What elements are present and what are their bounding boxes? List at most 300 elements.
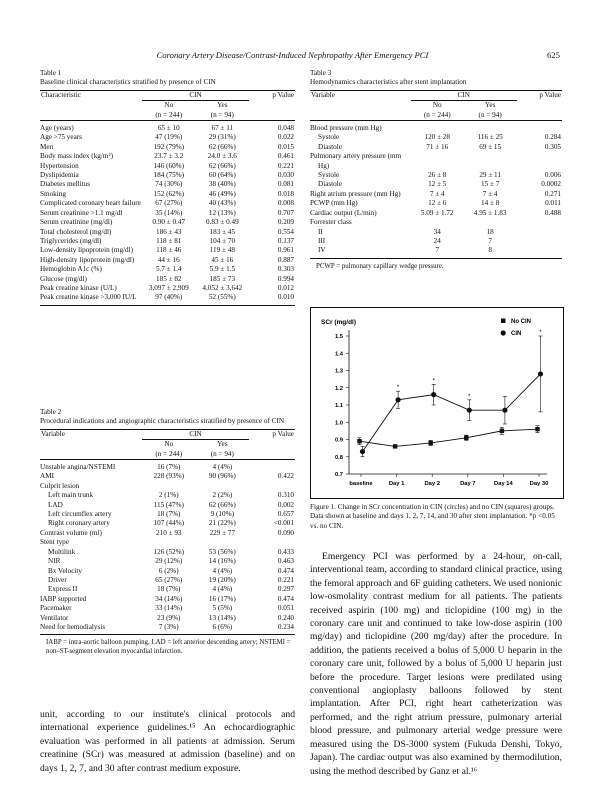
value-no: 192 (79%) (153, 142, 185, 151)
value-yes: 46 (49%) (208, 189, 236, 198)
row-label: Systole (318, 171, 340, 180)
value-no: 16 (7%) (157, 463, 181, 472)
t3-no: No (432, 101, 442, 110)
row-label: Express II (48, 585, 78, 594)
t1-yes: Yes (217, 101, 228, 110)
table-row (40, 284, 295, 293)
y-tick-label: 1.3 (334, 368, 343, 375)
t2-col-variable: Variable (41, 429, 65, 438)
table-row (40, 529, 295, 538)
x-tick-label: Day 1 (388, 481, 405, 487)
table-row (310, 246, 562, 255)
table-row (40, 472, 295, 481)
row-label: Triglycerides (mg/dl) (40, 236, 102, 245)
value-yes: 4.95 ± 1.83 (473, 208, 507, 217)
p-value: 0.707 (277, 208, 294, 217)
row-label: Peak creatine kinase >3,000 IU/L (40, 293, 137, 302)
p-value: 0.994 (277, 274, 294, 283)
table-row (310, 124, 562, 133)
point-square (393, 444, 397, 448)
value-no: 35 (14%) (155, 208, 183, 217)
p-value: 0.271 (544, 189, 561, 198)
row-label: Serum creatinine (mg/dl) (40, 218, 113, 227)
y-tick-label: 0.7 (334, 472, 343, 479)
p-value: 0.240 (277, 613, 294, 622)
left-body-text (40, 708, 295, 775)
t2-no: No (164, 440, 174, 449)
p-value: 0.137 (277, 236, 294, 245)
row-label: PCWP (mm Hg) (310, 199, 358, 208)
t2-yes: Yes (217, 440, 228, 449)
value-no: 24 (433, 236, 441, 245)
p-value: 0.488 (544, 208, 561, 217)
right-body-text (310, 550, 562, 778)
value-no: 33 (14%) (155, 604, 183, 613)
table-row (40, 293, 295, 302)
value-yes: 16 (17%) (208, 594, 236, 603)
value-no: 184 (75%) (153, 171, 185, 180)
p-value: 0.234 (277, 622, 294, 631)
row-label: NIR (48, 557, 61, 566)
table-row (40, 482, 295, 491)
table-row (40, 124, 295, 133)
p-value: 0.0002 (541, 180, 561, 189)
row-label: II (318, 227, 323, 236)
point-circle (502, 408, 507, 413)
p-value: 0.554 (277, 227, 294, 236)
p-value: 0.474 (277, 566, 294, 575)
value-yes: 67 ± 11 (211, 124, 234, 133)
t3-col-p: p Value (539, 90, 561, 99)
point-square (535, 427, 539, 431)
value-yes: 15 ± 7 (480, 180, 500, 189)
point-circle (431, 392, 436, 397)
value-no: 65 ± 10 (157, 124, 180, 133)
p-value (517, 228, 562, 237)
table-3-footnote: PCWP = pulmonary capillary wedge pressure. (316, 262, 444, 270)
p-value: <0.001 (273, 519, 294, 528)
row-label: Diastole (318, 142, 342, 151)
x-tick-label: baseline (349, 481, 373, 487)
y-tick-label: 1.4 (334, 351, 343, 358)
row-label: Smoking (40, 189, 66, 198)
p-value (249, 463, 295, 472)
significance-marker: * (432, 378, 435, 385)
value-yes: 0.83 ± 0.49 (205, 218, 239, 227)
row-label: Hypertension (40, 161, 79, 170)
value-yes: 90 (96%) (208, 472, 236, 481)
table-1-grid (40, 90, 295, 303)
value-no: 65 (27%) (155, 575, 183, 584)
p-value: 0.011 (545, 199, 561, 208)
value-yes: 29 (31%) (208, 133, 236, 142)
value-no: 34 (14%) (155, 594, 183, 603)
value-no: 74 (30%) (155, 180, 183, 189)
table-row (40, 538, 295, 547)
value-yes (464, 218, 517, 227)
point-circle (396, 397, 401, 402)
t3-col-variable: Variable (311, 90, 335, 99)
row-label: Diabetes mellitus (40, 180, 91, 189)
value-no: 115 (47%) (153, 500, 184, 509)
legend-label-cin: CIN (511, 331, 522, 337)
table-row (40, 171, 295, 180)
row-label: Forrester class (310, 218, 352, 227)
value-yes: 53 (56%) (208, 547, 236, 556)
value-yes: 5.9 ± 1.5 (209, 265, 236, 274)
value-no: 5.7 ± 1.4 (156, 265, 182, 274)
row-label: High-density lipoprotein (mg/dl) (40, 255, 135, 264)
figure-1-caption: Figure 1. Change in SCr concentration in CIN (circles) and no CIN (squares) groups. Data shown at baseline and days 1, 2, 7, 14, and 30 after stent implantation. *p <0.05 vs. no CIN. (310, 503, 555, 530)
value-yes: 5 (5%) (212, 604, 233, 613)
y-tick-label: 0.9 (334, 437, 343, 444)
p-value: 0.048 (277, 124, 294, 133)
value-yes: 119 ± 48 (209, 246, 235, 255)
value-no: 118 ± 81 (156, 236, 182, 245)
point-circle (538, 371, 543, 376)
row-label: Need for hemodialysis (40, 622, 106, 631)
value-yes: 18 (486, 227, 494, 236)
row-label: Hemoglobin A1c (%) (40, 265, 102, 274)
table-row (40, 491, 295, 500)
p-value: 0.012 (277, 283, 294, 292)
value-yes: 45 ± 16 (211, 255, 234, 264)
value-no (142, 482, 196, 491)
table-row (40, 246, 295, 255)
table-row (40, 265, 295, 274)
p-value: 0.463 (277, 557, 294, 566)
value-yes: 9 (10%) (210, 510, 234, 519)
p-value (517, 152, 562, 171)
p-value: 0.008 (277, 199, 294, 208)
table-row (310, 143, 562, 152)
value-no: 7 (435, 246, 440, 255)
value-no: 185 ± 82 (156, 274, 182, 283)
value-no: 126 (52%) (153, 547, 185, 556)
t1-no: No (164, 101, 174, 110)
p-value: 0.081 (277, 180, 294, 189)
table-2-caption: Procedural indications and angiographic characteristics stratified by presence of CIN (40, 417, 285, 426)
row-label: Pulmonary artery pressure (mm Hg) (310, 152, 402, 170)
p-value: 0.461 (277, 152, 294, 161)
table-row (310, 152, 562, 171)
value-no: 44 ± 16 (157, 255, 180, 264)
p-value: 0.310 (277, 491, 294, 500)
value-no (142, 538, 196, 547)
value-yes: 52 (55%) (208, 293, 236, 302)
y-tick-label: 1.2 (334, 385, 343, 392)
row-label: Age >75 years (40, 133, 82, 142)
value-no: 23 (9%) (157, 613, 181, 622)
value-yes: 4 (4%) (212, 585, 233, 594)
table-row (40, 143, 295, 152)
row-label: Age (years) (40, 124, 74, 133)
left-paragraph: unit, according to our institute's clinical protocols and international experience guidelines.¹⁵ An echocardiographic evaluation was performed in all patients at admission. Serum creatinine (SCr) was measured at admission (baseline) and on days 1, 2, 7, and 30 after contrast medium exposure. (40, 709, 295, 774)
significance-marker: * (539, 330, 542, 336)
table-row (40, 501, 295, 510)
table-row (40, 209, 295, 218)
row-label: Cardiac output (L/min) (310, 208, 377, 217)
row-label: Right atrium pressure (mm Hg) (310, 189, 401, 198)
table-row (40, 595, 295, 604)
value-yes: 62 (66%) (208, 142, 236, 151)
table-1-caption: Baseline clinical characteristics stratified by presence of CIN (40, 78, 216, 87)
table-2-grid (40, 429, 295, 633)
value-no: 6 (2%) (158, 566, 179, 575)
t1-col-cin: CIN (189, 90, 202, 99)
p-value: 0.051 (277, 604, 294, 613)
row-label: Diastole (318, 180, 342, 189)
p-value: 0.010 (277, 293, 294, 302)
row-label: Men (40, 142, 54, 151)
value-no: 5.09 ± 1.72 (420, 208, 454, 217)
value-no: 47 (19%) (155, 133, 183, 142)
value-yes: 13 (14%) (208, 613, 236, 622)
y-axis-label: SCr (mg/dl) (321, 319, 357, 326)
table-row (40, 519, 295, 528)
value-no: 71 ± 16 (426, 142, 449, 151)
point-circle (360, 449, 365, 454)
value-no: 18 (7%) (157, 510, 181, 519)
value-yes: 6 (6%) (212, 622, 233, 631)
value-yes (464, 152, 517, 171)
x-tick-label: Day 2 (424, 481, 440, 487)
point-square (429, 441, 433, 445)
value-yes (196, 538, 250, 547)
value-no: 12 ± 6 (428, 199, 447, 208)
t2-col-cin: CIN (189, 429, 202, 438)
t3-yes: Yes (484, 101, 496, 110)
table-row (310, 209, 562, 218)
value-yes: 183 ± 45 (209, 227, 236, 236)
scr-line-chart (311, 308, 563, 498)
value-yes: 60 (64%) (208, 171, 236, 180)
t1-n-yes: (n = 94) (210, 110, 234, 119)
table-2-label: Table 2 (40, 408, 62, 416)
value-no: 228 (93%) (153, 472, 185, 481)
x-tick-label: Day 7 (460, 481, 476, 487)
row-label: AMI (40, 472, 54, 481)
p-value: 0.433 (277, 547, 294, 556)
p-value: 0.018 (277, 189, 294, 198)
row-label: Pacemaker (40, 604, 72, 613)
row-label: Complicated coronary heart failure (40, 199, 141, 208)
p-value (517, 124, 562, 133)
legend-circle-marker (501, 330, 506, 335)
value-no: 7 (3%) (158, 622, 179, 631)
p-value: 0.303 (277, 265, 294, 274)
value-yes: 7 ± 4 (482, 189, 498, 198)
series-line-square (360, 429, 538, 446)
value-yes: 4,052 ± 3,642 (202, 283, 243, 292)
t2-n-no: (n = 244) (155, 449, 183, 458)
value-yes: 4 (4%) (212, 463, 233, 472)
value-no: 146 (60%) (153, 161, 185, 170)
row-label: Total cholesterol (mg/dl) (40, 227, 112, 236)
significance-marker: * (396, 385, 400, 392)
row-label: Left main trunk (48, 491, 94, 500)
p-value: 0.657 (277, 510, 294, 519)
p-value: 0.297 (277, 585, 294, 594)
p-value: 0.006 (544, 171, 561, 180)
value-no: 67 (27%) (155, 199, 183, 208)
table-row (310, 228, 562, 237)
value-yes: 185 ± 73 (209, 274, 236, 283)
value-no: 12 ± 5 (428, 180, 447, 189)
table-1-label: Table 1 (40, 69, 62, 77)
table-row (40, 623, 295, 632)
value-yes: 38 (40%) (208, 180, 236, 189)
p-value: 0.961 (277, 246, 294, 255)
value-no (411, 218, 464, 227)
value-no: 7 ± 4 (429, 189, 445, 198)
value-no: 26 ± 8 (428, 171, 447, 180)
row-label: Stent type (40, 538, 69, 547)
legend-label-no-cin: No CIN (511, 319, 531, 325)
value-yes: 69 ± 15 (479, 142, 502, 151)
table-row (40, 576, 295, 585)
t3-n-no: (n = 244) (423, 110, 451, 119)
value-no: 18 (7%) (157, 585, 181, 594)
value-yes: 62 (66%) (208, 161, 236, 170)
t1-n-no: (n = 244) (155, 110, 183, 119)
p-value: 0.422 (277, 472, 294, 481)
table-row (40, 256, 295, 265)
value-yes: 24.0 ± 3.6 (207, 152, 237, 161)
row-label: Culprit lesion (40, 481, 80, 490)
table-row (40, 557, 295, 566)
row-label: III (318, 236, 326, 245)
value-no: 152 (62%) (153, 189, 185, 198)
value-yes: 116 ± 25 (477, 133, 503, 142)
table-3-grid (310, 90, 562, 256)
value-no (411, 152, 464, 171)
row-label: IV (318, 246, 326, 255)
y-tick-label: 1.1 (334, 403, 343, 410)
value-yes (464, 124, 517, 133)
value-no: 2 (1%) (158, 491, 179, 500)
value-no: 0.90 ± 0.47 (152, 218, 186, 227)
row-label: Unstable angina/NSTEMI (40, 463, 116, 472)
row-label: Systole (318, 133, 340, 142)
table-row (40, 152, 295, 161)
p-value: 0.022 (277, 133, 294, 142)
t1-col-characteristic: Characteristic (41, 90, 81, 99)
table-2 (40, 408, 295, 656)
table-1 (40, 69, 295, 306)
point-square (500, 429, 504, 433)
value-yes: 40 (43%) (208, 199, 236, 208)
value-yes: 19 (20%) (208, 575, 236, 584)
value-yes: 62 (66%) (208, 500, 236, 509)
table-row (40, 199, 295, 208)
row-label: Peak creatine kinase (U/L) (40, 283, 117, 292)
value-no: 97 (40%) (155, 293, 183, 302)
figure-1 (310, 307, 564, 499)
table-row (40, 463, 295, 472)
row-label: Driver (48, 575, 67, 584)
value-yes: 229 ± 77 (209, 528, 236, 537)
p-value (517, 246, 562, 255)
table-row (40, 510, 295, 519)
table-row (40, 604, 295, 613)
value-no (411, 124, 464, 133)
table-row (40, 614, 295, 623)
row-label: Glucose (mg/dl) (40, 274, 87, 283)
p-value (517, 218, 562, 227)
value-yes: 12 (13%) (208, 208, 236, 217)
significance-marker: * (468, 393, 471, 400)
t3-n-yes: (n = 94) (478, 110, 502, 119)
row-label: Contrast volume (ml) (40, 528, 102, 537)
row-label: Dyslipidemia (40, 171, 79, 180)
table-row (40, 585, 295, 594)
p-value (249, 538, 295, 547)
t2-n-yes: (n = 94) (210, 449, 234, 458)
table-row (40, 548, 295, 557)
table-row (310, 199, 562, 208)
value-no: 210 ± 93 (156, 528, 182, 537)
table-row (310, 190, 562, 199)
row-label: LAD (48, 500, 63, 509)
table-3 (310, 69, 562, 271)
p-value: 0.090 (277, 528, 294, 537)
p-value: 0.474 (277, 594, 294, 603)
row-label: IABP supported (40, 594, 87, 603)
table-row (40, 133, 295, 142)
table-row (40, 275, 295, 284)
p-value: 0.221 (277, 575, 294, 584)
p-value: 0.015 (277, 142, 294, 151)
value-no: 118 ± 46 (156, 246, 182, 255)
p-value: 0.284 (544, 133, 561, 142)
row-label: Body mass index (kg/m²) (40, 152, 114, 161)
table-row (40, 180, 295, 189)
table-row (40, 162, 295, 171)
p-value: 0.887 (277, 255, 294, 264)
value-yes: 8 (488, 246, 492, 255)
row-label: Multilink (48, 547, 76, 556)
value-yes: 2 (2%) (212, 491, 233, 500)
value-no: 107 (44%) (153, 519, 185, 528)
table-row (40, 190, 295, 199)
p-value: 0.030 (277, 171, 294, 180)
row-label: Ventilator (40, 613, 69, 622)
p-value: 0.002 (277, 500, 294, 509)
row-label: Right coronary artery (48, 519, 110, 528)
value-yes: 104 ± 70 (209, 236, 236, 245)
row-label: Left circumflex artery (48, 510, 112, 519)
table-row (40, 228, 295, 237)
value-yes: 14 ± 8 (480, 199, 500, 208)
value-no: 34 (433, 227, 441, 236)
x-tick-label: Day 14 (494, 481, 513, 487)
x-tick-label: Day 30 (529, 481, 549, 487)
table-row (40, 237, 295, 246)
point-circle (467, 408, 472, 413)
p-value: 0.221 (277, 161, 294, 170)
table-row (310, 171, 562, 180)
p-value: 0.209 (277, 218, 294, 227)
t2-col-p: p Value (272, 429, 294, 438)
legend-square-marker (501, 319, 506, 324)
table-row (40, 218, 295, 227)
table-3-label: Table 3 (310, 69, 332, 77)
point-square (357, 439, 361, 443)
value-yes: 7 (488, 236, 492, 245)
value-yes: 14 (16%) (208, 557, 236, 566)
journal-title: Coronary Artery Disease/Contrast-Induced Nephropathy After Emergency PCI (156, 50, 429, 60)
